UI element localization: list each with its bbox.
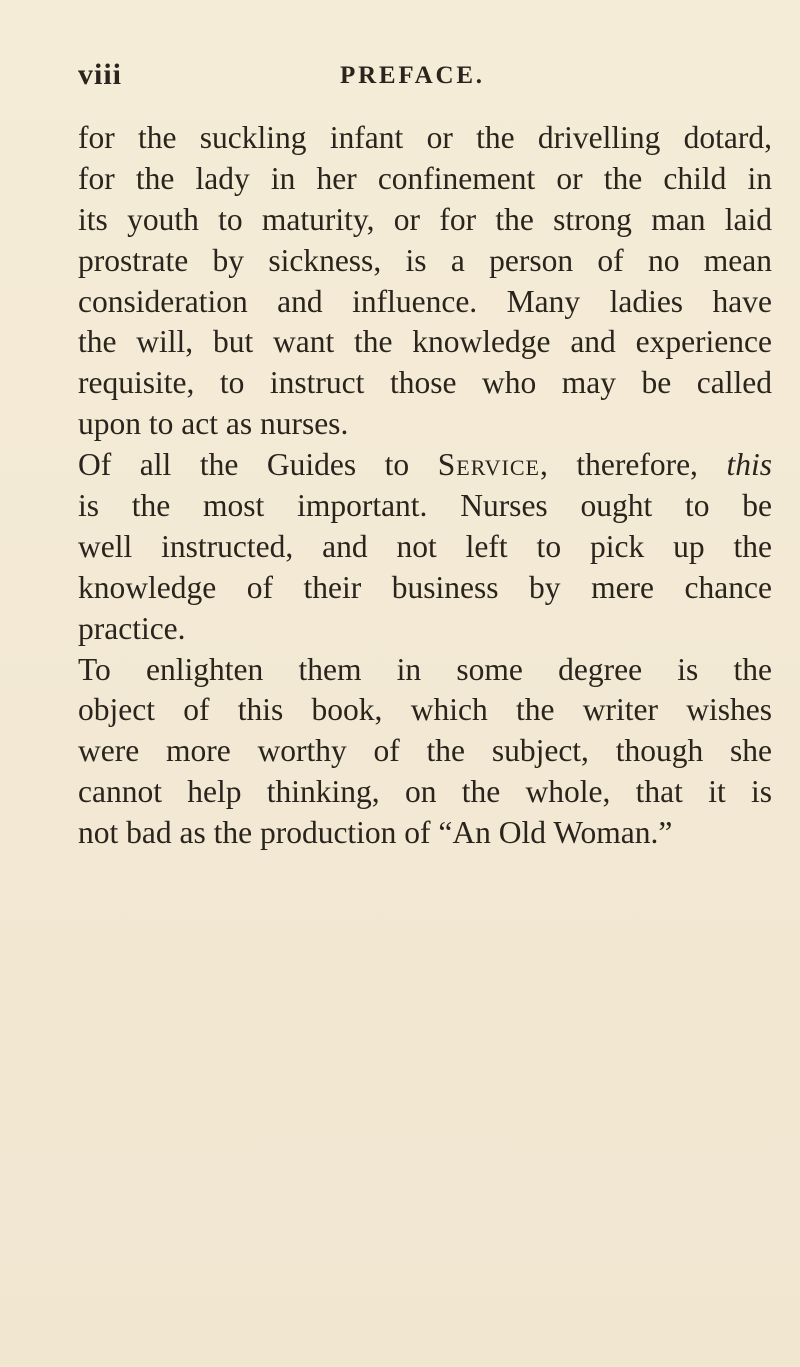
text-line-special	[78, 445, 772, 486]
text-line: To enlighten them in some degree is the	[78, 651, 772, 687]
text-line: is the most important. Nurses ought to be	[78, 488, 772, 524]
text-line: for the suckling infant or the drivelling dotard,	[78, 120, 772, 155]
page-number: viii	[78, 58, 123, 91]
service-word: Service	[437, 447, 540, 483]
text-line: cannot help thinking, on the whole, that it is	[78, 774, 772, 810]
text-line: the will, but want the knowledge and experience	[78, 324, 772, 360]
text-line: knowledge of their business by mere chance	[78, 569, 772, 605]
running-head: PREFACE.	[340, 62, 485, 89]
text-line: object of this book, which the writer wishes	[78, 692, 772, 728]
text-line: not bad as the production of “An Old Woman.”	[78, 815, 673, 851]
emphasis-word: this	[726, 447, 772, 483]
text-line: its youth to maturity, or for the strong man laid	[78, 201, 772, 237]
preface-text	[78, 118, 772, 854]
text-line: were more worthy of the subject, though she	[78, 733, 772, 769]
special-middle: , therefore,	[539, 447, 727, 483]
text-line: well instructed, and not left to pick up the	[78, 528, 772, 564]
text-line: requisite, to instruct those who may be called	[78, 365, 772, 401]
special-prefix: Of all the Guides to	[78, 447, 438, 483]
text-line: prostrate by sickness, is a person of no mean	[78, 242, 772, 278]
page-header	[78, 58, 772, 92]
text-line: for the lady in her confinement or the child in	[78, 160, 772, 196]
text-line: upon to act as nurses.	[78, 406, 349, 442]
text-line: practice.	[78, 610, 186, 646]
text-line: consideration and influence. Many ladies have	[78, 283, 772, 319]
